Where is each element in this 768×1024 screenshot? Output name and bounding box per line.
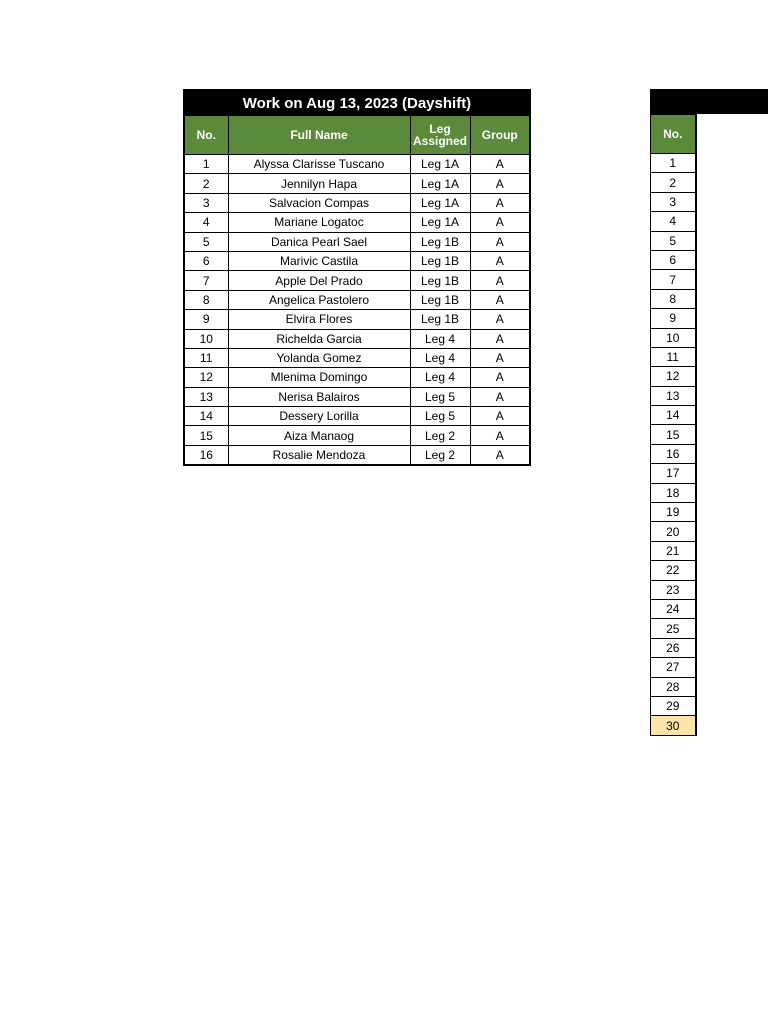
cell-no[interactable]: 9 [184,310,228,329]
table-row [184,426,530,445]
side-cell-no[interactable]: 4 [651,212,696,231]
side-cell-no[interactable]: 9 [651,309,696,328]
cell-group[interactable]: A [470,329,530,348]
cell-full-name[interactable]: Nerisa Balairos [228,387,410,406]
cell-no[interactable]: 1 [184,155,228,174]
cell-leg-assigned[interactable]: Leg 2 [410,426,470,445]
side-row [651,212,696,231]
side-row [651,289,696,308]
table-row [184,193,530,212]
side-number-table [650,89,697,736]
table-row [184,232,530,251]
side-cell-no[interactable]: 12 [651,367,696,386]
side-cell-no[interactable]: 21 [651,541,696,560]
cell-no[interactable]: 13 [184,387,228,406]
cell-group[interactable]: A [470,407,530,426]
side-cell-no[interactable]: 7 [651,270,696,289]
cell-full-name[interactable]: Marivic Castila [228,251,410,270]
table-row [184,174,530,193]
cell-group[interactable]: A [470,368,530,387]
side-row [651,367,696,386]
cell-group[interactable]: A [470,232,530,251]
cell-no[interactable]: 6 [184,251,228,270]
cell-group[interactable]: A [470,348,530,367]
cell-full-name[interactable]: Elvira Flores [228,310,410,329]
cell-leg-assigned[interactable]: Leg 1A [410,155,470,174]
side-row [651,231,696,250]
cell-no[interactable]: 14 [184,407,228,426]
side-cell-no[interactable]: 14 [651,406,696,425]
table-row [184,445,530,465]
table-row [184,213,530,232]
cell-no[interactable]: 2 [184,174,228,193]
side-row [651,154,696,173]
cell-full-name[interactable]: Yolanda Gomez [228,348,410,367]
cell-no[interactable]: 3 [184,193,228,212]
side-row [651,677,696,696]
cell-group[interactable]: A [470,174,530,193]
header-no[interactable]: No. [184,116,228,155]
side-cell-no[interactable]: 2 [651,173,696,192]
header-group[interactable]: Group [470,116,530,155]
side-row [651,599,696,618]
table-row [184,290,530,309]
side-row [651,541,696,560]
side-cell-no[interactable]: 18 [651,483,696,502]
cell-no[interactable]: 12 [184,368,228,387]
cell-full-name[interactable]: Mlenima Domingo [228,368,410,387]
table-row [184,329,530,348]
cell-no[interactable]: 4 [184,213,228,232]
cell-no[interactable]: 8 [184,290,228,309]
side-cell-no[interactable]: 26 [651,638,696,657]
side-row [651,716,696,735]
side-row [651,658,696,677]
side-row [651,347,696,366]
cell-leg-assigned[interactable]: Leg 4 [410,348,470,367]
cell-leg-assigned[interactable]: Leg 1B [410,310,470,329]
cell-full-name[interactable]: Apple Del Prado [228,271,410,290]
side-row [651,328,696,347]
side-row [651,444,696,463]
side-cell-no[interactable]: 1 [651,154,696,173]
table-title[interactable]: Work on Aug 13, 2023 (Dayshift) [184,90,530,116]
cell-leg-assigned[interactable]: Leg 5 [410,407,470,426]
side-row [651,638,696,657]
cell-no[interactable]: 7 [184,271,228,290]
side-row [651,483,696,502]
cell-group[interactable]: A [470,387,530,406]
side-cell-no[interactable]: 23 [651,580,696,599]
side-row [651,309,696,328]
table-row [184,155,530,174]
cell-leg-assigned[interactable]: Leg 1A [410,174,470,193]
side-cell-no[interactable]: 25 [651,619,696,638]
side-cell-no[interactable]: 27 [651,658,696,677]
cell-no[interactable]: 16 [184,445,228,465]
side-row [651,522,696,541]
cell-no[interactable]: 15 [184,426,228,445]
cell-no[interactable]: 10 [184,329,228,348]
side-cell-no[interactable]: 8 [651,289,696,308]
side-cell-no[interactable]: 3 [651,192,696,211]
header-leg-assigned[interactable]: Leg Assigned [410,116,470,155]
cell-no[interactable]: 5 [184,232,228,251]
cell-group[interactable]: A [470,445,530,465]
side-row [651,503,696,522]
cell-group[interactable]: A [470,155,530,174]
table-row [184,348,530,367]
side-cell-no[interactable]: 30 [651,716,696,735]
side-cell-no[interactable]: 13 [651,386,696,405]
cell-leg-assigned[interactable]: Leg 1B [410,232,470,251]
side-title-bar [697,89,768,114]
cell-full-name[interactable]: Rosalie Mendoza [228,445,410,465]
side-row [651,270,696,289]
side-cell-no[interactable]: 20 [651,522,696,541]
side-cell-no[interactable]: 28 [651,677,696,696]
side-row [651,425,696,444]
side-row [651,250,696,269]
side-row [651,619,696,638]
side-title-cell[interactable] [651,90,696,115]
table-row [184,271,530,290]
cell-no[interactable]: 11 [184,348,228,367]
cell-leg-assigned[interactable]: Leg 1A [410,193,470,212]
cell-full-name[interactable]: Mariane Logatoc [228,213,410,232]
cell-group[interactable]: A [470,213,530,232]
cell-full-name[interactable]: Salvacion Compas [228,193,410,212]
side-cell-no[interactable]: 10 [651,328,696,347]
side-cell-no[interactable]: 24 [651,599,696,618]
side-cell-no[interactable]: 19 [651,503,696,522]
side-cell-no[interactable]: 6 [651,250,696,269]
table-row [184,407,530,426]
side-row [651,192,696,211]
side-cell-no[interactable]: 5 [651,231,696,250]
side-cell-no[interactable]: 17 [651,464,696,483]
table-row [184,368,530,387]
cell-leg-assigned[interactable]: Leg 1B [410,271,470,290]
cell-full-name[interactable]: Angelica Pastolero [228,290,410,309]
cell-leg-assigned[interactable]: Leg 4 [410,368,470,387]
side-cell-no[interactable]: 22 [651,561,696,580]
cell-leg-assigned[interactable]: Leg 1A [410,213,470,232]
side-row [651,464,696,483]
cell-group[interactable]: A [470,310,530,329]
side-cell-no[interactable]: 29 [651,696,696,715]
side-cell-no[interactable]: 15 [651,425,696,444]
cell-full-name[interactable]: Richelda Garcia [228,329,410,348]
cell-leg-assigned[interactable]: Leg 1B [410,290,470,309]
cell-leg-assigned[interactable]: Leg 4 [410,329,470,348]
cell-full-name[interactable]: Aiza Manaog [228,426,410,445]
side-row [651,386,696,405]
cell-leg-assigned[interactable]: Leg 2 [410,445,470,465]
cell-group[interactable]: A [470,426,530,445]
dayshift-work-table [183,89,531,466]
side-row [651,173,696,192]
table-row [184,310,530,329]
cell-group[interactable]: A [470,271,530,290]
cell-leg-assigned[interactable]: Leg 1B [410,251,470,270]
cell-full-name[interactable]: Danica Pearl Sael [228,232,410,251]
cell-full-name[interactable]: Jennilyn Hapa [228,174,410,193]
side-cell-no[interactable]: 16 [651,444,696,463]
header-full-name[interactable]: Full Name [228,116,410,155]
side-row [651,406,696,425]
side-row [651,561,696,580]
cell-group[interactable]: A [470,251,530,270]
cell-full-name[interactable]: Alyssa Clarisse Tuscano [228,155,410,174]
cell-full-name[interactable]: Dessery Lorilla [228,407,410,426]
side-row [651,580,696,599]
side-header-no[interactable]: No. [651,115,696,154]
table-row [184,387,530,406]
cell-group[interactable]: A [470,193,530,212]
table-row [184,251,530,270]
cell-group[interactable]: A [470,290,530,309]
side-row [651,696,696,715]
side-cell-no[interactable]: 11 [651,347,696,366]
cell-leg-assigned[interactable]: Leg 5 [410,387,470,406]
